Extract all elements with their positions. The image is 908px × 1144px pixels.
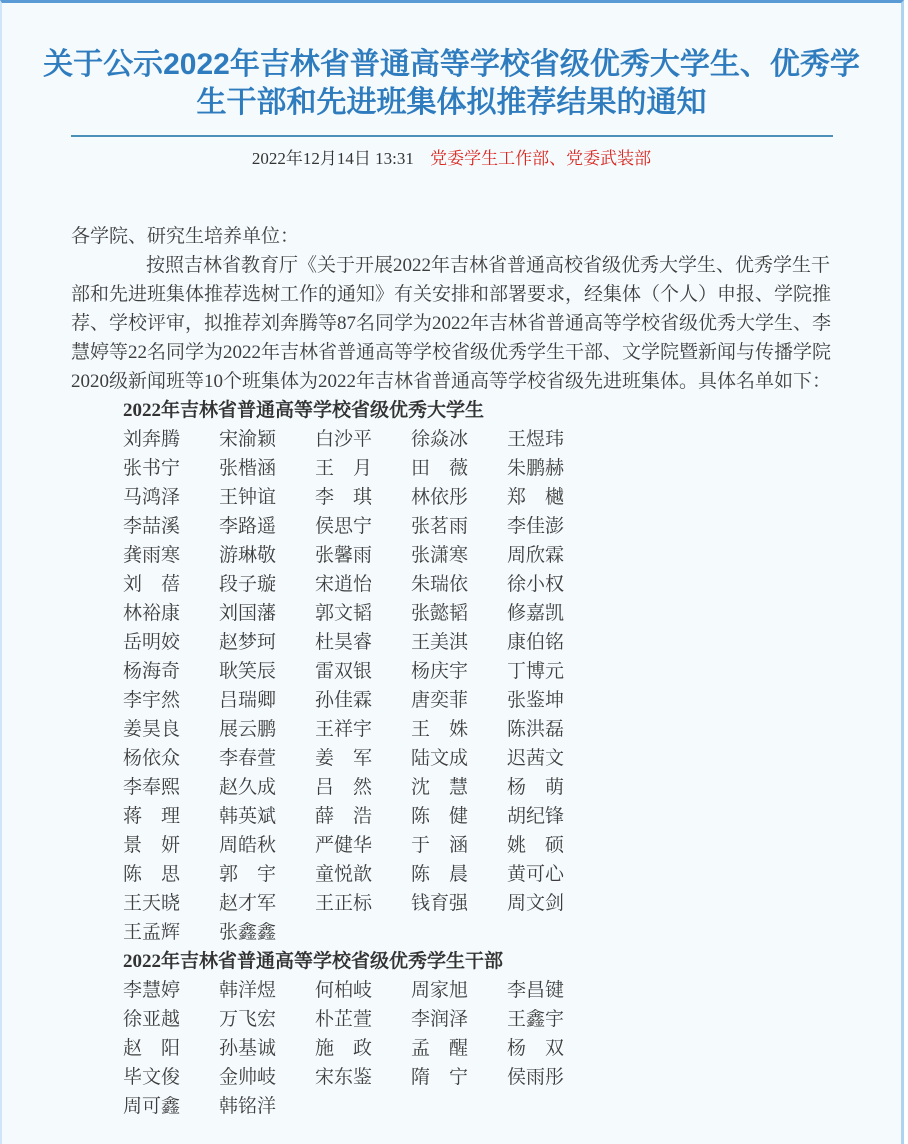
name-row (123, 744, 843, 773)
name-cell: 郭 宇 (219, 864, 277, 885)
name-row (123, 918, 843, 947)
name-cell: 段子璇 (219, 574, 277, 595)
name-row (123, 483, 843, 512)
name-cell: 钱育强 (411, 893, 469, 914)
name-cell: 徐小权 (507, 574, 565, 595)
name-cell: 杨 萌 (507, 777, 565, 798)
name-cell: 张楷涵 (219, 458, 277, 479)
name-row (123, 802, 843, 831)
name-cell: 王美淇 (411, 632, 469, 653)
section-heading: 2022年吉林省普通高等学校省级优秀大学生 (123, 400, 485, 421)
name-cell: 王祥宇 (315, 719, 373, 740)
name-cell: 宋东鉴 (315, 1067, 373, 1088)
name-cell: 赵久成 (219, 777, 277, 798)
name-cell: 赵才军 (219, 893, 277, 914)
name-cell: 施 政 (315, 1038, 373, 1059)
title-divider (71, 135, 833, 137)
name-cell: 蒋 理 (123, 806, 181, 827)
name-row (123, 1092, 843, 1121)
name-row (123, 889, 843, 918)
name-cell: 姜 军 (315, 748, 373, 769)
page-title-line-2: 生干部和先进班集体拟推荐结果的通知 (196, 86, 707, 119)
name-cell: 宋逍怡 (315, 574, 373, 595)
name-cell: 李佳澎 (507, 516, 565, 537)
name-cell: 金帅岐 (219, 1067, 277, 1088)
name-row (123, 1005, 843, 1034)
name-cell: 赵梦珂 (219, 632, 277, 653)
name-cell: 朱瑞依 (411, 574, 469, 595)
section-heading: 2022年吉林省普通高等学校省级优秀学生干部 (123, 951, 504, 972)
name-cell: 马鸿泽 (123, 487, 181, 508)
name-cell: 韩英斌 (219, 806, 277, 827)
name-cell: 侯雨彤 (507, 1067, 565, 1088)
name-cell: 韩洋煜 (219, 980, 277, 1001)
name-cell: 林裕康 (123, 603, 181, 624)
name-cell: 宋渝颖 (219, 429, 277, 450)
name-cell: 童悦歆 (315, 864, 373, 885)
name-cell: 万飞宏 (219, 1009, 277, 1030)
name-cell: 杨依众 (123, 748, 181, 769)
name-cell: 韩铭洋 (219, 1096, 277, 1117)
name-row (123, 628, 843, 657)
name-cell: 张茗雨 (411, 516, 469, 537)
name-cell: 王孟辉 (123, 922, 181, 943)
name-cell: 杨 双 (507, 1038, 565, 1059)
name-cell: 郑 樾 (507, 487, 565, 508)
name-cell: 刘 蓓 (123, 574, 181, 595)
name-cell: 唐奕菲 (411, 690, 469, 711)
name-cell: 孟 醒 (411, 1038, 469, 1059)
publish-datetime: 2022年12月14日 13:31 (251, 149, 414, 168)
name-row (123, 570, 843, 599)
name-row (123, 599, 843, 628)
name-cell: 周可鑫 (123, 1096, 181, 1117)
name-cell: 修嘉凯 (507, 603, 565, 624)
name-row (123, 976, 843, 1005)
name-cell: 吕瑞卿 (219, 690, 277, 711)
name-row (123, 512, 843, 541)
name-row (123, 715, 843, 744)
name-cell: 陈 思 (123, 864, 181, 885)
name-row (123, 541, 843, 570)
name-cell: 景 妍 (123, 835, 181, 856)
name-cell: 陈 晨 (411, 864, 469, 885)
notice-body (2, 222, 901, 1121)
name-cell: 徐焱冰 (411, 429, 469, 450)
name-cell: 郭文韬 (315, 603, 373, 624)
name-row (123, 657, 843, 686)
name-cell: 严健华 (315, 835, 373, 856)
name-row (123, 860, 843, 889)
name-cell: 张鑫鑫 (219, 922, 277, 943)
name-cell: 杜昊睿 (315, 632, 373, 653)
name-cell: 王钟谊 (219, 487, 277, 508)
name-row (123, 773, 843, 802)
name-cell: 丁博元 (507, 661, 565, 682)
name-cell: 龚雨寒 (123, 545, 181, 566)
name-cell: 刘奔腾 (123, 429, 181, 450)
name-cell: 李路遥 (219, 516, 277, 537)
name-cell: 朱鹏赫 (507, 458, 565, 479)
name-cell: 白沙平 (315, 429, 373, 450)
name-cell: 杨庆宇 (411, 661, 469, 682)
name-cell: 李昌键 (507, 980, 565, 1001)
name-cell: 展云鹏 (219, 719, 277, 740)
name-cell: 毕文俊 (123, 1067, 181, 1088)
name-cell: 何柏岐 (315, 980, 373, 1001)
page-title-line-1: 关于公示2022年吉林省普通高等学校省级优秀大学生、优秀学 (43, 48, 860, 81)
name-cell: 王正标 (315, 893, 373, 914)
name-cell: 陆文成 (411, 748, 469, 769)
name-cell: 耿笑辰 (219, 661, 277, 682)
name-cell: 林依彤 (411, 487, 469, 508)
name-cell: 王 月 (315, 458, 373, 479)
name-cell: 周家旭 (411, 980, 469, 1001)
name-cell: 周皓秋 (219, 835, 277, 856)
salutation: 各学院、研究生培养单位： (71, 226, 300, 247)
name-cell: 雷双银 (315, 661, 373, 682)
meta-line (2, 148, 901, 170)
name-row (123, 454, 843, 483)
name-cell: 李润泽 (411, 1009, 469, 1030)
name-cell: 孙佳霖 (315, 690, 373, 711)
name-cell: 王鑫宇 (507, 1009, 565, 1030)
name-cell: 李 琪 (315, 487, 373, 508)
name-cell: 赵 阳 (123, 1038, 181, 1059)
name-cell: 游琳敬 (219, 545, 277, 566)
name-cell: 王天晓 (123, 893, 181, 914)
name-cell: 沈 慧 (411, 777, 469, 798)
body-paragraph: 按照吉林省教育厅《关于开展2022年吉林省普通高校省级优秀大学生、优秀学生干部和先进班集体推荐选树工作的通知》有关安排和部署要求，经集体（个人）申报、学院推荐、学校评审，拟推荐刘奔腾等87名同学为2022年吉林省普通高等学校省级优秀大学生、李慧婷等22名同学为2022年吉林省普通高等学校省级优秀学生干部、文学院暨新闻与传播学院2020级新闻班等10个班集体为2022年吉林省普通高等学校省级先进班集体。具体名单如下： (71, 255, 832, 392)
name-row (123, 686, 843, 715)
name-cell: 张馨雨 (315, 545, 373, 566)
name-cell: 徐亚越 (123, 1009, 181, 1030)
name-cell: 陈 健 (411, 806, 469, 827)
name-cell: 侯思宁 (315, 516, 373, 537)
name-cell: 张懿韬 (411, 603, 469, 624)
name-cell: 李慧婷 (123, 980, 181, 1001)
name-cell: 张书宁 (123, 458, 181, 479)
name-cell: 迟茜文 (507, 748, 565, 769)
name-cell: 胡纪锋 (507, 806, 565, 827)
page-title (42, 46, 861, 122)
name-cell: 姜昊良 (123, 719, 181, 740)
name-row (123, 425, 843, 454)
name-cell: 田 薇 (411, 458, 469, 479)
name-cell: 张潇寒 (411, 545, 469, 566)
name-cell: 王 姝 (411, 719, 469, 740)
name-cell: 周文剑 (507, 893, 565, 914)
name-cell: 朴芷萱 (315, 1009, 373, 1030)
name-cell: 李宇然 (123, 690, 181, 711)
name-cell: 岳明姣 (123, 632, 181, 653)
name-row (123, 831, 843, 860)
name-cell: 杨海奇 (123, 661, 181, 682)
name-cell: 于 涵 (411, 835, 469, 856)
name-cell: 吕 然 (315, 777, 373, 798)
name-cell: 孙基诚 (219, 1038, 277, 1059)
name-cell: 薛 浩 (315, 806, 373, 827)
publish-department: 党委学生工作部、党委武装部 (430, 149, 652, 168)
name-cell: 康伯铭 (507, 632, 565, 653)
name-cell: 陈洪磊 (507, 719, 565, 740)
name-cell: 周欣霖 (507, 545, 565, 566)
name-cell: 李春萱 (219, 748, 277, 769)
name-cell: 隋 宁 (411, 1067, 469, 1088)
name-sections (123, 396, 843, 1121)
name-cell: 张鉴坤 (507, 690, 565, 711)
name-cell: 李喆溪 (123, 516, 181, 537)
name-row (123, 1034, 843, 1063)
name-cell: 姚 硕 (507, 835, 565, 856)
name-cell: 刘国藩 (219, 603, 277, 624)
name-cell: 李奉熙 (123, 777, 181, 798)
name-cell: 王煜玮 (507, 429, 565, 450)
name-cell: 黄可心 (507, 864, 565, 885)
name-row (123, 1063, 843, 1092)
